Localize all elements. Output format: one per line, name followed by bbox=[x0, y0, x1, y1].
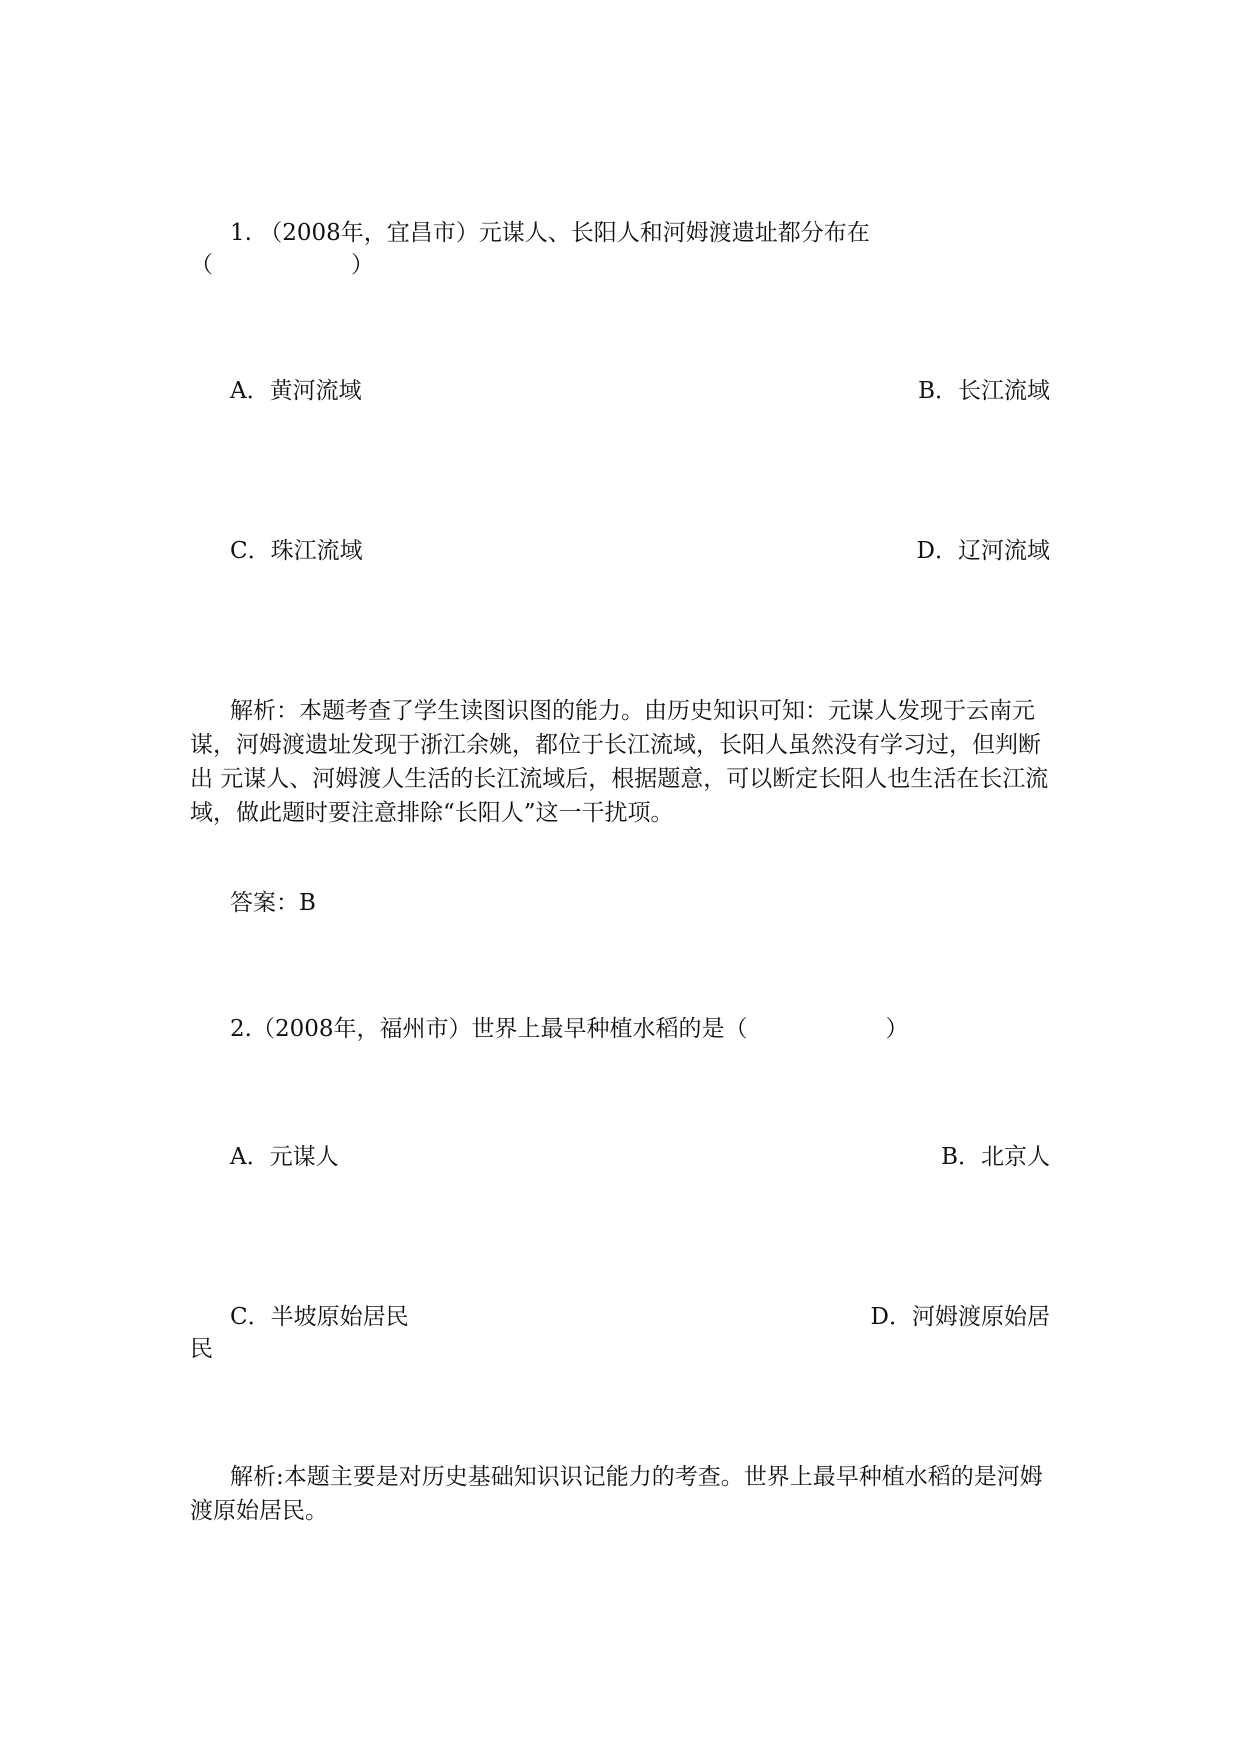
q1-answer: 答案：B bbox=[230, 890, 316, 916]
q2-option-c: C．半坡原始居民 bbox=[230, 1304, 409, 1330]
q1-option-d: D．辽河流域 bbox=[916, 538, 1050, 564]
q2-analysis: 解析:本题主要是对历史基础知识识记能力的考查。世界上最早种植水稻的是河姆渡原始居民。 bbox=[190, 1464, 1043, 1524]
q2-option-d-wrap: 民 bbox=[190, 1336, 213, 1362]
q1-answer-blank: （ ） bbox=[190, 252, 374, 278]
q1-analysis: 解析：本题考查了学生读图识图的能力。由历史知识可知：元谋人发现于云南元谋，河姆渡遗址发现于浙江余姚，都位于长江流域，长阳人虽然没有学习过，但判断出 元谋人、河姆渡人生活的长江流域后，根据题意，可以断定长阳人也生活在长江流域，做此题时要注意排除“长阳人”这一干扰项。 bbox=[190, 698, 1049, 826]
q2-option-a: A．元谋人 bbox=[230, 1144, 339, 1170]
q1-option-a: A．黄河流域 bbox=[230, 378, 362, 404]
q2-stem: 2.（2008年，福州市）世界上最早种植水稻的是（ ） bbox=[230, 1016, 909, 1042]
q2-option-b: B．北京人 bbox=[941, 1144, 1050, 1170]
q2-option-d: D．河姆渡原始居 bbox=[870, 1304, 1050, 1330]
q1-stem: 1. （2008年，宜昌市）元谋人、长阳人和河姆渡遗址都分布在 bbox=[230, 220, 870, 246]
q1-option-c: C．珠江流域 bbox=[230, 538, 363, 564]
q1-option-b: B．长江流域 bbox=[918, 378, 1050, 404]
